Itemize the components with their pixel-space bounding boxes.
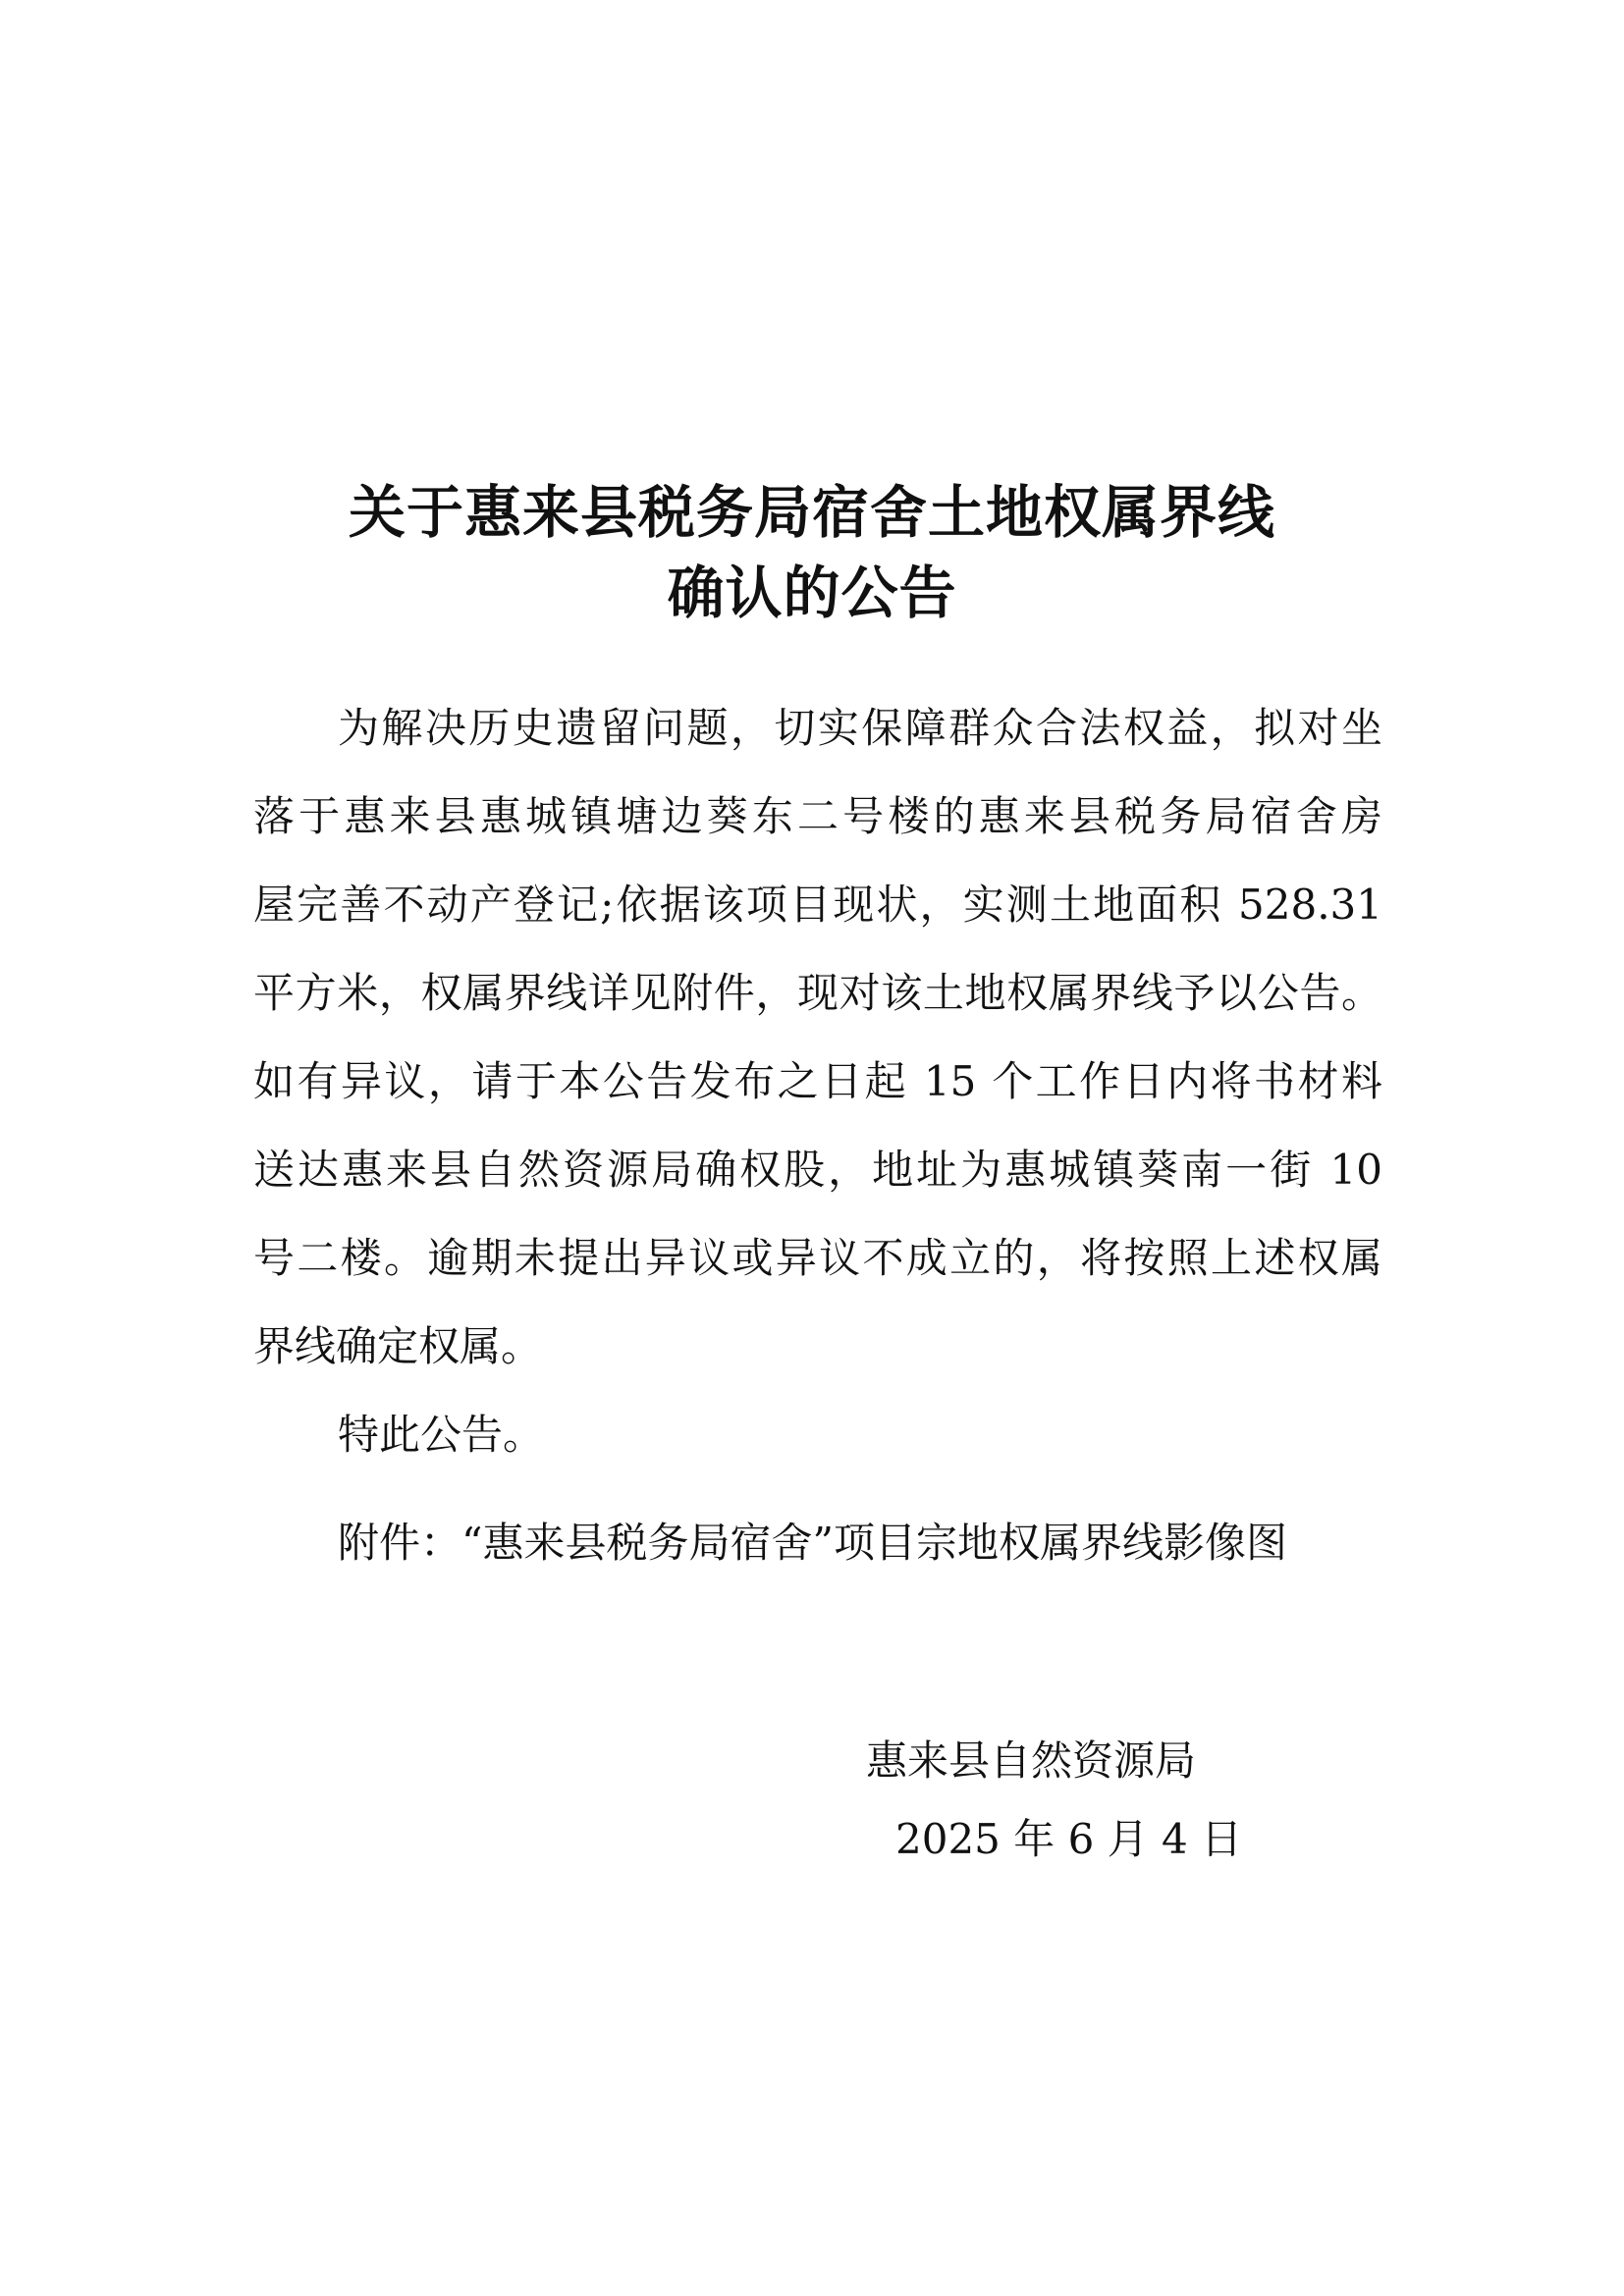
closing-text: 特此公告。 — [338, 1411, 545, 1459]
body-line-8: 界线确定权属。 — [253, 1322, 543, 1370]
body-line-6: 送达惠来县自然资源局确权股，地址为惠城镇葵南一街 10 — [253, 1146, 1382, 1194]
body-line-4: 平方米，权属界线详见附件，现对该土地权属界线予以公告。 — [253, 969, 1382, 1017]
attachment-note: 附件：“惠来县税务局宿舍”项目宗地权属界线影像图 — [338, 1519, 1287, 1567]
issue-date: 2025 年 6 月 4 日 — [895, 1815, 1243, 1863]
document-title-line-1: 关于惠来县税务局宿舍土地权属界线 — [348, 479, 1275, 546]
body-line-5: 如有异议，请于本公告发布之日起 15 个工作日内将书材料 — [253, 1057, 1382, 1105]
body-line-7: 号二楼。逾期未提出异议或异议不成立的，将按照上述权属 — [253, 1234, 1382, 1282]
document-title-line-2: 确认的公告 — [667, 560, 957, 626]
body-line-2: 落于惠来县惠城镇塘边葵东二号楼的惠来县税务局宿舍房 — [253, 792, 1382, 840]
body-line-3: 屋完善不动产登记;依据该项目现状，实测土地面积 528.31 — [253, 881, 1382, 929]
body-line-1: 为解决历史遗留问题，切实保障群众合法权益，拟对坐 — [338, 704, 1382, 752]
issuer-name: 惠来县自然资源局 — [866, 1736, 1197, 1785]
